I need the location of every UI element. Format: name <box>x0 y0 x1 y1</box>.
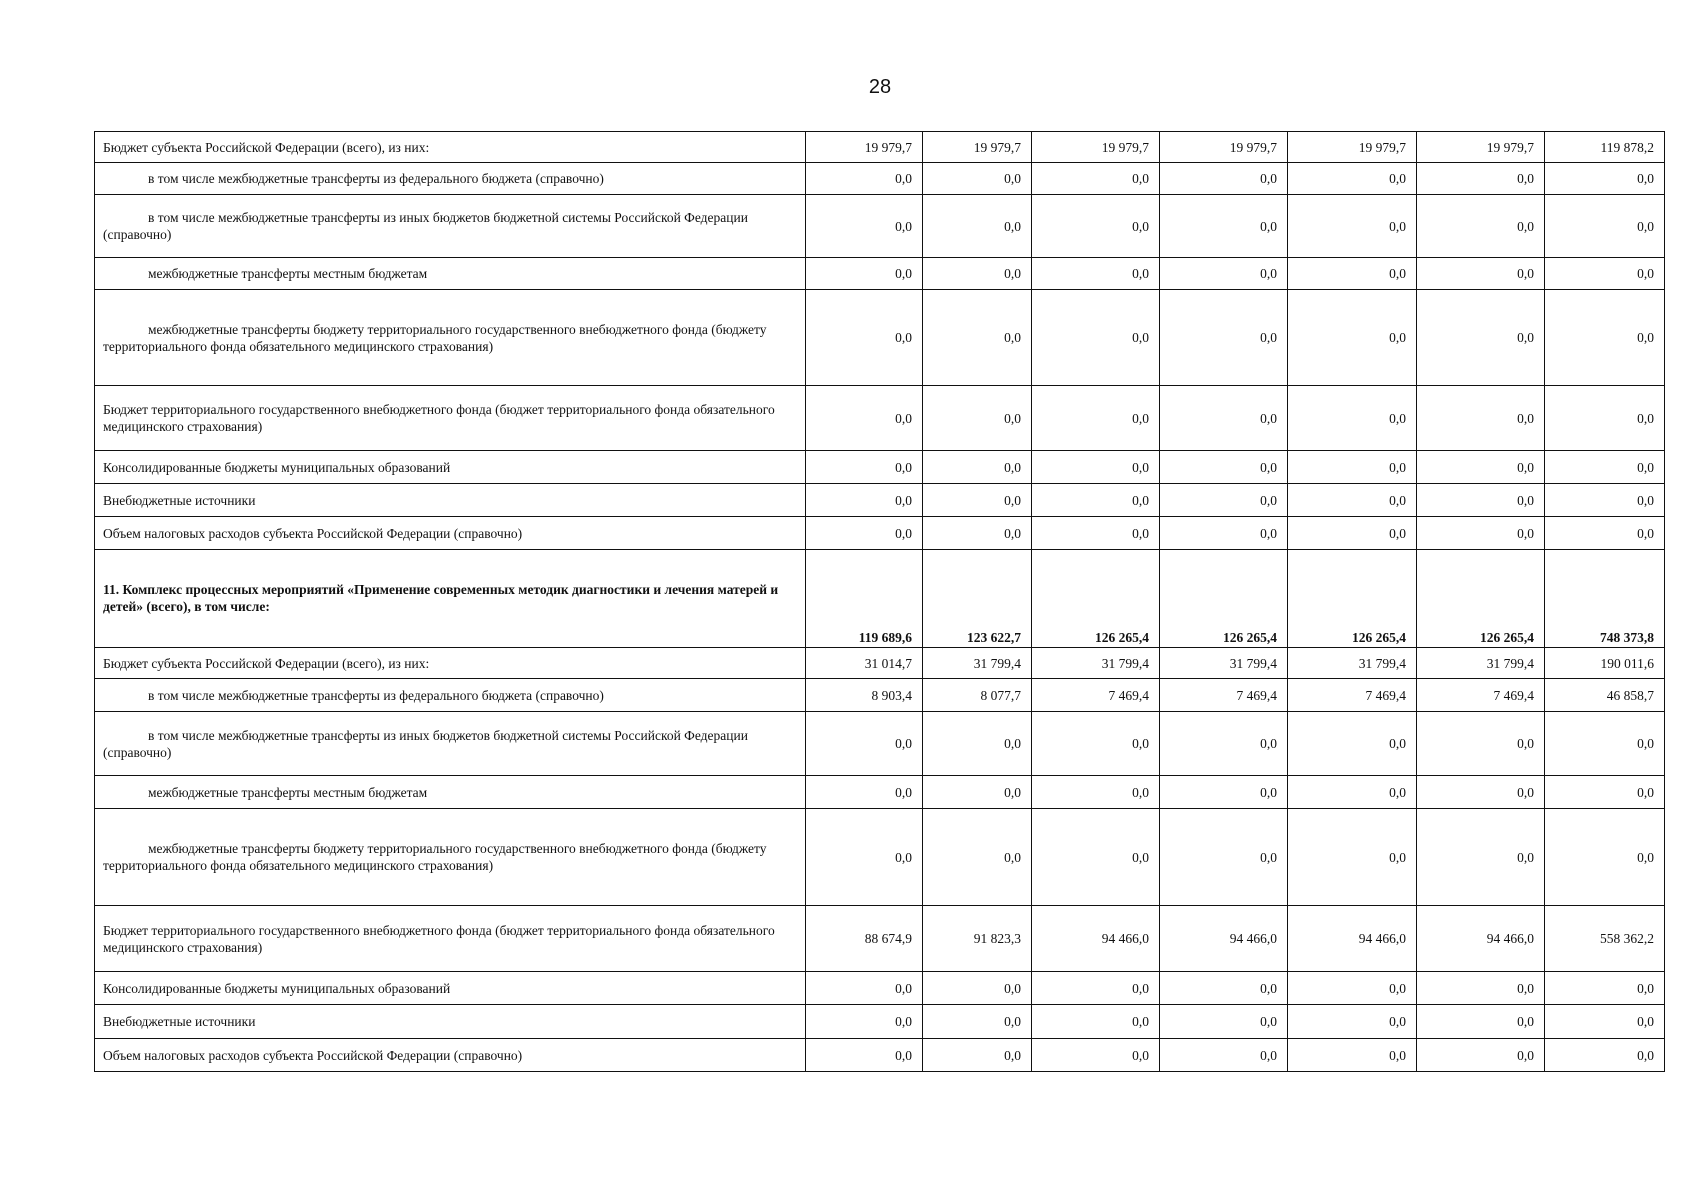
value-cell: 7 469,4 <box>1160 679 1288 712</box>
value-cell: 558 362,2 <box>1545 906 1665 972</box>
value-cell: 0,0 <box>806 1005 923 1039</box>
row-label: межбюджетные трансферты бюджету территориального государственного внебюджетного фонда (бюджету территориального фонда обязательного медицинского страхования) <box>95 809 806 906</box>
value-cell: 0,0 <box>1032 1039 1160 1072</box>
row-label: Консолидированные бюджеты муниципальных образований <box>95 451 806 484</box>
table-row <box>95 451 1665 484</box>
value-cell: 0,0 <box>1417 258 1545 290</box>
row-label: Бюджет субъекта Российской Федерации (всего), из них: <box>95 132 806 163</box>
value-cell: 0,0 <box>1288 195 1417 258</box>
value-cell: 0,0 <box>1545 195 1665 258</box>
budget-table <box>94 131 1665 1072</box>
page-number: 28 <box>868 76 892 98</box>
value-cell: 0,0 <box>1032 195 1160 258</box>
value-cell: 0,0 <box>806 776 923 809</box>
value-cell: 126 265,4 <box>1032 550 1160 648</box>
value-cell: 94 466,0 <box>1160 906 1288 972</box>
row-label: 11. Комплекс процессных мероприятий «Применение современных методик диагностики и лечения матерей и детей» (всего), в том числе: <box>95 550 806 648</box>
value-cell: 0,0 <box>806 809 923 906</box>
value-cell: 0,0 <box>1417 484 1545 517</box>
value-cell: 0,0 <box>923 163 1032 195</box>
value-cell: 31 799,4 <box>923 648 1032 679</box>
value-cell: 0,0 <box>1160 776 1288 809</box>
value-cell: 0,0 <box>806 195 923 258</box>
value-cell: 0,0 <box>1160 809 1288 906</box>
value-cell: 0,0 <box>923 484 1032 517</box>
value-cell: 0,0 <box>806 1039 923 1072</box>
value-cell: 0,0 <box>1160 1039 1288 1072</box>
value-cell: 0,0 <box>806 386 923 451</box>
table-row <box>95 1005 1665 1039</box>
value-cell: 123 622,7 <box>923 550 1032 648</box>
row-label: в том числе межбюджетные трансферты из иных бюджетов бюджетной системы Российской Федерации (справочно) <box>95 712 806 776</box>
value-cell: 0,0 <box>1417 517 1545 550</box>
value-cell: 0,0 <box>1288 972 1417 1005</box>
value-cell: 0,0 <box>806 517 923 550</box>
value-cell: 0,0 <box>806 451 923 484</box>
row-label: в том числе межбюджетные трансферты из иных бюджетов бюджетной системы Российской Федерации (справочно) <box>95 195 806 258</box>
value-cell: 0,0 <box>1417 809 1545 906</box>
value-cell: 0,0 <box>923 972 1032 1005</box>
row-label: Бюджет территориального государственного внебюджетного фонда (бюджет территориального фонда обязательного медицинского страхования) <box>95 906 806 972</box>
row-label: Внебюджетные источники <box>95 1005 806 1039</box>
table-row <box>95 517 1665 550</box>
value-cell: 0,0 <box>1160 972 1288 1005</box>
table-row <box>95 712 1665 776</box>
value-cell: 0,0 <box>806 163 923 195</box>
value-cell: 119 878,2 <box>1545 132 1665 163</box>
value-cell: 0,0 <box>1545 451 1665 484</box>
budget-table-body <box>95 132 1665 1072</box>
value-cell: 31 799,4 <box>1417 648 1545 679</box>
table-row <box>95 1039 1665 1072</box>
value-cell: 0,0 <box>1288 451 1417 484</box>
value-cell: 19 979,7 <box>1288 132 1417 163</box>
value-cell: 8 077,7 <box>923 679 1032 712</box>
value-cell: 0,0 <box>923 451 1032 484</box>
value-cell: 0,0 <box>806 712 923 776</box>
row-label: Бюджет субъекта Российской Федерации (всего), из них: <box>95 648 806 679</box>
value-cell: 0,0 <box>1160 386 1288 451</box>
value-cell: 748 373,8 <box>1545 550 1665 648</box>
value-cell: 0,0 <box>1032 776 1160 809</box>
value-cell: 0,0 <box>1160 712 1288 776</box>
table-row <box>95 484 1665 517</box>
value-cell: 91 823,3 <box>923 906 1032 972</box>
row-label: в том числе межбюджетные трансферты из федерального бюджета (справочно) <box>95 163 806 195</box>
value-cell: 19 979,7 <box>1160 132 1288 163</box>
value-cell: 0,0 <box>1160 258 1288 290</box>
value-cell: 0,0 <box>1417 712 1545 776</box>
value-cell: 0,0 <box>1545 1005 1665 1039</box>
value-cell: 94 466,0 <box>1032 906 1160 972</box>
value-cell: 0,0 <box>1032 386 1160 451</box>
row-label: Внебюджетные источники <box>95 484 806 517</box>
value-cell: 0,0 <box>806 258 923 290</box>
value-cell: 0,0 <box>1545 712 1665 776</box>
value-cell: 0,0 <box>1160 1005 1288 1039</box>
value-cell: 0,0 <box>1545 776 1665 809</box>
value-cell: 0,0 <box>923 517 1032 550</box>
value-cell: 31 799,4 <box>1160 648 1288 679</box>
table-row <box>95 132 1665 163</box>
table-row <box>95 809 1665 906</box>
value-cell: 0,0 <box>1032 163 1160 195</box>
value-cell: 0,0 <box>1288 712 1417 776</box>
value-cell: 0,0 <box>1032 451 1160 484</box>
value-cell: 46 858,7 <box>1545 679 1665 712</box>
table-row <box>95 648 1665 679</box>
value-cell: 0,0 <box>1032 517 1160 550</box>
value-cell: 19 979,7 <box>923 132 1032 163</box>
row-label: Объем налоговых расходов субъекта Российской Федерации (справочно) <box>95 1039 806 1072</box>
value-cell: 0,0 <box>1288 386 1417 451</box>
value-cell: 0,0 <box>1288 484 1417 517</box>
value-cell: 0,0 <box>1417 972 1545 1005</box>
value-cell: 0,0 <box>1288 1039 1417 1072</box>
value-cell: 0,0 <box>923 1039 1032 1072</box>
value-cell: 0,0 <box>1417 776 1545 809</box>
value-cell: 0,0 <box>1032 1005 1160 1039</box>
value-cell: 190 011,6 <box>1545 648 1665 679</box>
value-cell: 0,0 <box>1160 484 1288 517</box>
value-cell: 0,0 <box>1288 290 1417 386</box>
row-label: межбюджетные трансферты бюджету территориального государственного внебюджетного фонда (бюджету территориального фонда обязательного медицинского страхования) <box>95 290 806 386</box>
value-cell: 0,0 <box>1417 290 1545 386</box>
value-cell: 88 674,9 <box>806 906 923 972</box>
value-cell: 0,0 <box>1545 386 1665 451</box>
table-row <box>95 906 1665 972</box>
row-label: межбюджетные трансферты местным бюджетам <box>95 258 806 290</box>
value-cell: 0,0 <box>1160 195 1288 258</box>
value-cell: 0,0 <box>1545 163 1665 195</box>
value-cell: 0,0 <box>1417 195 1545 258</box>
table-row <box>95 195 1665 258</box>
table-row <box>95 679 1665 712</box>
table-row <box>95 386 1665 451</box>
row-label: межбюджетные трансферты местным бюджетам <box>95 776 806 809</box>
value-cell: 0,0 <box>1160 517 1288 550</box>
value-cell: 94 466,0 <box>1288 906 1417 972</box>
value-cell: 0,0 <box>1417 451 1545 484</box>
value-cell: 0,0 <box>806 484 923 517</box>
value-cell: 94 466,0 <box>1417 906 1545 972</box>
value-cell: 0,0 <box>1545 290 1665 386</box>
value-cell: 0,0 <box>923 809 1032 906</box>
row-label: в том числе межбюджетные трансферты из федерального бюджета (справочно) <box>95 679 806 712</box>
value-cell: 126 265,4 <box>1160 550 1288 648</box>
table-row <box>95 290 1665 386</box>
value-cell: 31 799,4 <box>1032 648 1160 679</box>
value-cell: 19 979,7 <box>806 132 923 163</box>
value-cell: 0,0 <box>1032 484 1160 517</box>
value-cell: 0,0 <box>1545 258 1665 290</box>
value-cell: 0,0 <box>1288 1005 1417 1039</box>
value-cell: 31 014,7 <box>806 648 923 679</box>
value-cell: 126 265,4 <box>1288 550 1417 648</box>
value-cell: 0,0 <box>923 258 1032 290</box>
value-cell: 0,0 <box>923 290 1032 386</box>
table-row <box>95 776 1665 809</box>
value-cell: 126 265,4 <box>1417 550 1545 648</box>
value-cell: 0,0 <box>1160 290 1288 386</box>
value-cell: 0,0 <box>1160 451 1288 484</box>
value-cell: 19 979,7 <box>1032 132 1160 163</box>
value-cell: 0,0 <box>1288 163 1417 195</box>
value-cell: 19 979,7 <box>1417 132 1545 163</box>
value-cell: 0,0 <box>923 776 1032 809</box>
value-cell: 0,0 <box>1288 809 1417 906</box>
table-row <box>95 163 1665 195</box>
value-cell: 0,0 <box>923 712 1032 776</box>
value-cell: 0,0 <box>1032 972 1160 1005</box>
row-label: Объем налоговых расходов субъекта Российской Федерации (справочно) <box>95 517 806 550</box>
value-cell: 0,0 <box>806 972 923 1005</box>
value-cell: 0,0 <box>1545 809 1665 906</box>
value-cell: 0,0 <box>1160 163 1288 195</box>
row-label: Консолидированные бюджеты муниципальных образований <box>95 972 806 1005</box>
value-cell: 7 469,4 <box>1032 679 1160 712</box>
value-cell: 0,0 <box>1417 163 1545 195</box>
value-cell: 0,0 <box>1417 1039 1545 1072</box>
value-cell: 8 903,4 <box>806 679 923 712</box>
value-cell: 0,0 <box>1545 1039 1665 1072</box>
value-cell: 0,0 <box>1288 776 1417 809</box>
value-cell: 0,0 <box>923 1005 1032 1039</box>
value-cell: 0,0 <box>1032 809 1160 906</box>
value-cell: 0,0 <box>1417 386 1545 451</box>
value-cell: 0,0 <box>1032 712 1160 776</box>
value-cell: 7 469,4 <box>1288 679 1417 712</box>
value-cell: 0,0 <box>1032 290 1160 386</box>
value-cell: 0,0 <box>1032 258 1160 290</box>
value-cell: 7 469,4 <box>1417 679 1545 712</box>
row-label: Бюджет территориального государственного внебюджетного фонда (бюджет территориального фонда обязательного медицинского страхования) <box>95 386 806 451</box>
value-cell: 119 689,6 <box>806 550 923 648</box>
value-cell: 0,0 <box>923 386 1032 451</box>
value-cell: 0,0 <box>806 290 923 386</box>
section-header-row <box>95 550 1665 648</box>
table-row <box>95 972 1665 1005</box>
value-cell: 0,0 <box>923 195 1032 258</box>
value-cell: 0,0 <box>1288 258 1417 290</box>
value-cell: 0,0 <box>1417 1005 1545 1039</box>
value-cell: 0,0 <box>1288 517 1417 550</box>
value-cell: 0,0 <box>1545 972 1665 1005</box>
value-cell: 0,0 <box>1545 517 1665 550</box>
value-cell: 0,0 <box>1545 484 1665 517</box>
value-cell: 31 799,4 <box>1288 648 1417 679</box>
table-row <box>95 258 1665 290</box>
